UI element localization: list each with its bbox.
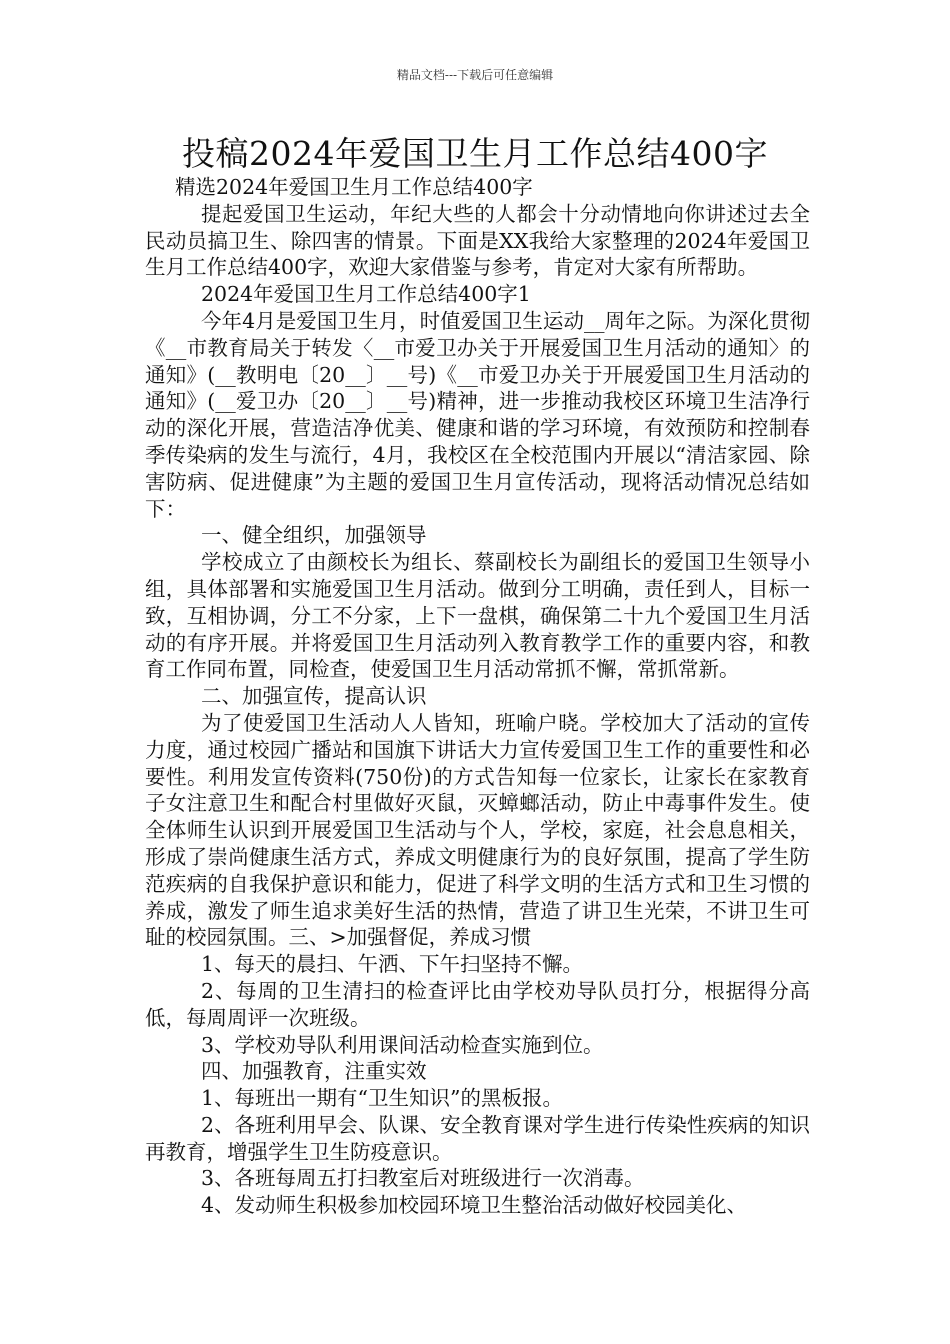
document-body (145, 174, 810, 1219)
paragraph: 学校成立了由颜校长为组长、蔡副校长为副组长的爱国卫生领导小组，具体部署和实施爱国卫生月活动。做到分工明确，责任到人，目标一致，互相协调，分工不分家，上下一盘棋，确保第二十九个爱国卫生月活动的有序开展。并将爱国卫生月活动列入教育教学工作的重要内容，和教育工作同布置，同检查，使爱国卫生月活动常抓不懈，常抓常新。 (145, 550, 810, 682)
paragraph: 提起爱国卫生运动，年纪大些的人都会十分动情地向你讲述过去全民动员搞卫生、除四害的情景。下面是XX我给大家整理的2024年爱国卫生月工作总结400字，欢迎大家借鉴与参考，肯定对大家有所帮助。 (145, 201, 810, 280)
document-title: 投稿2024年爱国卫生月工作总结400字 (182, 134, 768, 173)
list-item: 2、每周的卫生清扫的检查评比由学校劝导队员打分，根据得分高低，每周周评一次班级。 (145, 978, 810, 1030)
paragraph: 精选2024年爱国卫生月工作总结400字 (175, 175, 533, 199)
header-note: 精品文档---下载后可任意编辑 (396, 68, 554, 82)
section-heading: 四、加强教育，注重实效 (201, 1059, 427, 1084)
list-item: 4、发动师生积极参加校园环境卫生整治活动做好校园美化、 (201, 1193, 748, 1218)
list-item: 3、学校劝导队利用课间活动检查实施到位。 (201, 1032, 604, 1057)
list-item: 1、每班出一期有“卫生知识”的黑板报。 (201, 1086, 564, 1111)
section-heading: 二、加强宣传，提高认识 (201, 684, 427, 709)
list-item: 1、每天的晨扫、午洒、下午扫坚持不懈。 (201, 952, 584, 977)
list-item: 2、各班利用早会、队课、安全教育课对学生进行传染性疾病的知识再教育，增强学生卫生防疫意识。 (145, 1112, 810, 1164)
paragraph: 今年4月是爱国卫生月，时值爱国卫生运动__周年之际。为深化贯彻《__市教育局关于转发〈__市爱卫办关于开展爱国卫生月活动的通知〉的通知》(__教明电〔20__〕__号)《__市爱卫办关于开展爱国卫生月活动的通知》(__爱卫办〔20__〕__号)精神，进一步推动我校区环境卫生洁净行动的深化开展，营造洁净优美、健康和谐的学习环境，有效预防和控制春季传染病的发生与流行，4月，我校区在全校范围内开展以“清洁家园、除害防病、促进健康”为主题的爱国卫生月宣传活动，现将活动情况总结如下： (145, 308, 810, 521)
paragraph: 2024年爱国卫生月工作总结400字1 (201, 282, 531, 307)
list-item: 3、各班每周五打扫教室后对班级进行一次消毒。 (201, 1166, 645, 1191)
section-heading: 一、健全组织，加强领导 (201, 523, 427, 548)
paragraph: 为了使爱国卫生活动人人皆知，班喻户晓。学校加大了活动的宣传力度，通过校园广播站和国旗下讲话大力宣传爱国卫生工作的重要性和必要性。利用发宣传资料(750份)的方式告知每一位家长，让家长在家教育子女注意卫生和配合村里做好灭鼠，灭蟑螂活动，防止中毒事件发生。使全体师生认识到开展爱国卫生活动与个人，学校，家庭，社会息息相关，形成了崇尚健康生活方式，养成文明健康行为的良好氛围，提高了学生防范疾病的自我保护意识和能力，促进了科学文明的生活方式和卫生习惯的养成，激发了师生追求美好生活的热情，营造了讲卫生光荣，不讲卫生可耻的校园氛围。三、>加强督促，养成习惯 (145, 710, 810, 950)
